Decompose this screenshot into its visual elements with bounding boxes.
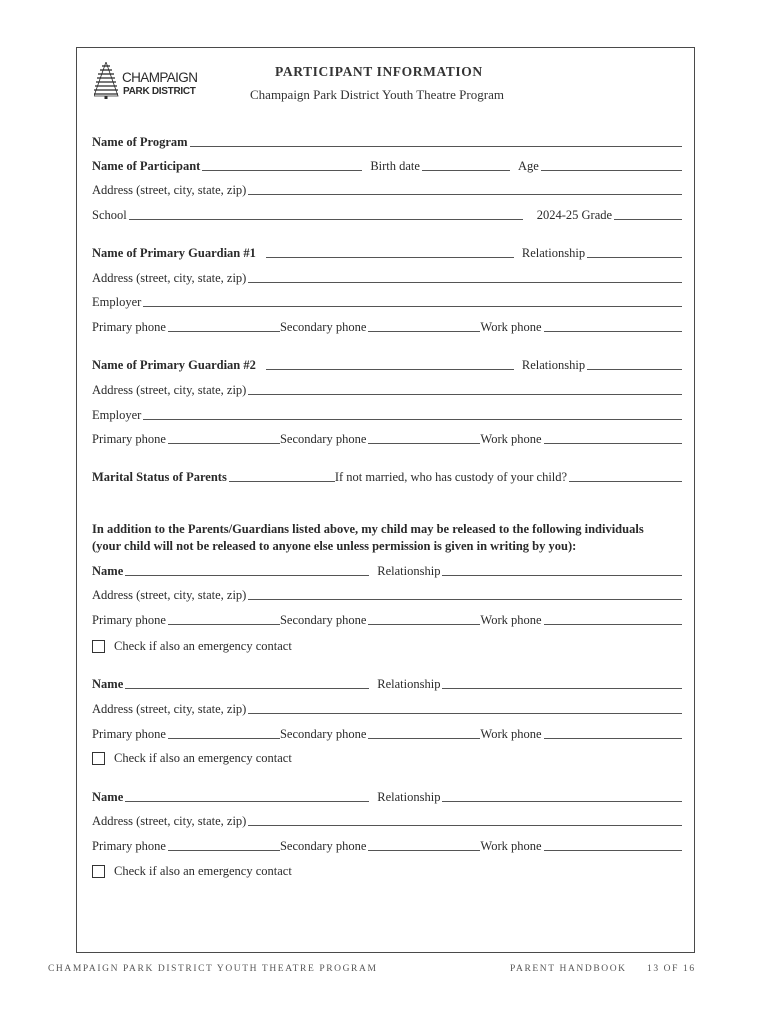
logo-line2: PARK DISTRICT	[123, 86, 196, 97]
primary-phone-label: Primary phone	[92, 727, 166, 741]
guardian1-phone-row[interactable]	[92, 317, 682, 335]
guardian2-primary-phone-field[interactable]	[168, 443, 280, 444]
contact2-name-field[interactable]	[125, 688, 369, 689]
participant-row[interactable]	[92, 156, 682, 174]
participant-label: Name of Participant	[92, 159, 201, 173]
secondary-phone-label: Secondary phone	[279, 432, 367, 446]
guardian2-secondary-phone-field[interactable]	[368, 443, 480, 444]
address-label: Address (street, city, state, zip)	[92, 814, 247, 828]
contact1-secondary-phone-field[interactable]	[368, 624, 480, 625]
guardian1-employer-field[interactable]	[143, 306, 682, 307]
primary-phone-label: Primary phone	[92, 613, 166, 627]
guardian1-address-field[interactable]	[248, 282, 682, 283]
release-notice-line2: (your child will not be released to anyone else unless permission is given in writing by you):	[92, 539, 577, 553]
guardian1-employer-row[interactable]	[92, 292, 682, 310]
address-label: Address (street, city, state, zip)	[92, 383, 247, 397]
release-notice-line1: In addition to the Parents/Guardians listed above, my child may be released to the following individuals	[92, 522, 644, 536]
guardian1-row[interactable]	[92, 243, 682, 261]
contact2-primary-phone-field[interactable]	[168, 738, 280, 739]
release-notice	[92, 521, 692, 555]
relationship-label: Relationship	[377, 677, 441, 691]
contact3-work-phone-field[interactable]	[544, 850, 682, 851]
contact1-name-field[interactable]	[125, 575, 369, 576]
contact3-emergency-row[interactable]	[92, 862, 292, 880]
contact3-row[interactable]	[92, 787, 682, 805]
guardian2-field[interactable]	[266, 369, 514, 370]
address-label: Address (street, city, state, zip)	[92, 588, 247, 602]
page-subtitle: Champaign Park District Youth Theatre Program	[250, 87, 504, 102]
address-label: Address (street, city, state, zip)	[92, 702, 247, 716]
emergency-label: Check if also an emergency contact	[114, 863, 292, 878]
logo-line1: CHAMPAIGN	[122, 70, 198, 85]
grade-label: 2024-25 Grade	[536, 208, 613, 222]
primary-phone-label: Primary phone	[92, 432, 166, 446]
guardian1-label: Name of Primary Guardian #1	[92, 246, 256, 260]
page-title: PARTICIPANT INFORMATION	[275, 64, 483, 79]
school-label: School	[92, 208, 127, 222]
contact1-relationship-field[interactable]	[442, 575, 682, 576]
contact3-name-field[interactable]	[125, 801, 369, 802]
contact2-row[interactable]	[92, 674, 682, 692]
footer-program: CHAMPAIGN PARK DISTRICT YOUTH THEATRE PROGRAM	[48, 964, 378, 974]
guardian2-employer-row[interactable]	[92, 405, 682, 423]
contact2-secondary-phone-field[interactable]	[368, 738, 480, 739]
work-phone-label: Work phone	[480, 432, 542, 446]
contact3-address-row[interactable]	[92, 811, 682, 829]
contact3-address-field[interactable]	[248, 825, 682, 826]
school-row[interactable]	[92, 205, 682, 223]
contact2-emergency-checkbox[interactable]	[92, 752, 105, 765]
contact3-secondary-phone-field[interactable]	[368, 850, 480, 851]
birth-date-field[interactable]	[422, 170, 510, 171]
grade-field[interactable]	[614, 219, 682, 220]
work-phone-label: Work phone	[480, 613, 542, 627]
primary-phone-label: Primary phone	[92, 320, 166, 334]
emergency-label: Check if also an emergency contact	[114, 750, 292, 765]
contact3-phone-row[interactable]	[92, 836, 682, 854]
program-row[interactable]	[92, 132, 682, 150]
employer-label: Employer	[92, 295, 142, 309]
relationship-label: Relationship	[521, 246, 586, 260]
work-phone-label: Work phone	[480, 320, 542, 334]
school-field[interactable]	[129, 219, 523, 220]
guardian2-employer-field[interactable]	[143, 419, 682, 420]
contact1-work-phone-field[interactable]	[544, 624, 682, 625]
secondary-phone-label: Secondary phone	[279, 320, 367, 334]
emergency-label: Check if also an emergency contact	[114, 638, 292, 653]
marital-field[interactable]	[229, 481, 335, 482]
guardian2-address-row[interactable]	[92, 380, 682, 398]
relationship-label: Relationship	[521, 358, 586, 372]
contact2-address-field[interactable]	[248, 713, 682, 714]
contact3-relationship-field[interactable]	[442, 801, 682, 802]
program-field[interactable]	[190, 146, 682, 147]
contact1-emergency-checkbox[interactable]	[92, 640, 105, 653]
contact1-row[interactable]	[92, 561, 682, 579]
employer-label: Employer	[92, 408, 142, 422]
contact1-emergency-row[interactable]	[92, 637, 292, 655]
contact1-primary-phone-field[interactable]	[168, 624, 280, 625]
marital-label: Marital Status of Parents	[92, 470, 227, 484]
participant-address-field[interactable]	[248, 194, 682, 195]
name-label: Name	[92, 677, 124, 691]
guardian1-relationship-field[interactable]	[587, 257, 682, 258]
address-label: Address (street, city, state, zip)	[92, 271, 247, 285]
name-label: Name	[92, 564, 124, 578]
age-field[interactable]	[541, 170, 682, 171]
contact2-relationship-field[interactable]	[442, 688, 682, 689]
custody-field[interactable]	[569, 481, 682, 482]
footer-handbook: PARENT HANDBOOK	[510, 964, 627, 974]
primary-phone-label: Primary phone	[92, 839, 166, 853]
contact2-emergency-row[interactable]	[92, 749, 292, 767]
guardian2-address-field[interactable]	[248, 394, 682, 395]
work-phone-label: Work phone	[480, 839, 542, 853]
secondary-phone-label: Secondary phone	[279, 613, 367, 627]
guardian2-label: Name of Primary Guardian #2	[92, 358, 256, 372]
guardian1-address-row[interactable]	[92, 268, 682, 286]
birth-date-label: Birth date	[370, 159, 420, 173]
guardian1-work-phone-field[interactable]	[544, 331, 682, 332]
secondary-phone-label: Secondary phone	[279, 839, 367, 853]
guardian1-secondary-phone-field[interactable]	[368, 331, 480, 332]
contact2-phone-row[interactable]	[92, 724, 682, 742]
guardian1-primary-phone-field[interactable]	[168, 331, 280, 332]
guardian2-relationship-field[interactable]	[587, 369, 682, 370]
name-label: Name	[92, 790, 124, 804]
contact3-emergency-checkbox[interactable]	[92, 865, 105, 878]
guardian2-work-phone-field[interactable]	[544, 443, 682, 444]
custody-label: If not married, who has custody of your child?	[334, 470, 568, 484]
footer-page-number: 13 OF 16	[647, 964, 696, 974]
secondary-phone-label: Secondary phone	[279, 727, 367, 741]
program-label: Name of Program	[92, 135, 188, 149]
marital-row[interactable]	[92, 467, 682, 485]
contact2-work-phone-field[interactable]	[544, 738, 682, 739]
guardian2-phone-row[interactable]	[92, 429, 682, 447]
relationship-label: Relationship	[377, 564, 441, 578]
contact1-phone-row[interactable]	[92, 610, 682, 628]
participant-address-row[interactable]	[92, 180, 682, 198]
work-phone-label: Work phone	[480, 727, 542, 741]
age-label: Age	[517, 159, 539, 173]
guardian2-row[interactable]	[92, 355, 682, 373]
contact3-primary-phone-field[interactable]	[168, 850, 280, 851]
contact1-address-field[interactable]	[248, 599, 682, 600]
guardian1-field[interactable]	[266, 257, 514, 258]
relationship-label: Relationship	[377, 790, 441, 804]
address-label: Address (street, city, state, zip)	[92, 183, 247, 197]
contact1-address-row[interactable]	[92, 585, 682, 603]
contact2-address-row[interactable]	[92, 699, 682, 717]
participant-field[interactable]	[202, 170, 362, 171]
